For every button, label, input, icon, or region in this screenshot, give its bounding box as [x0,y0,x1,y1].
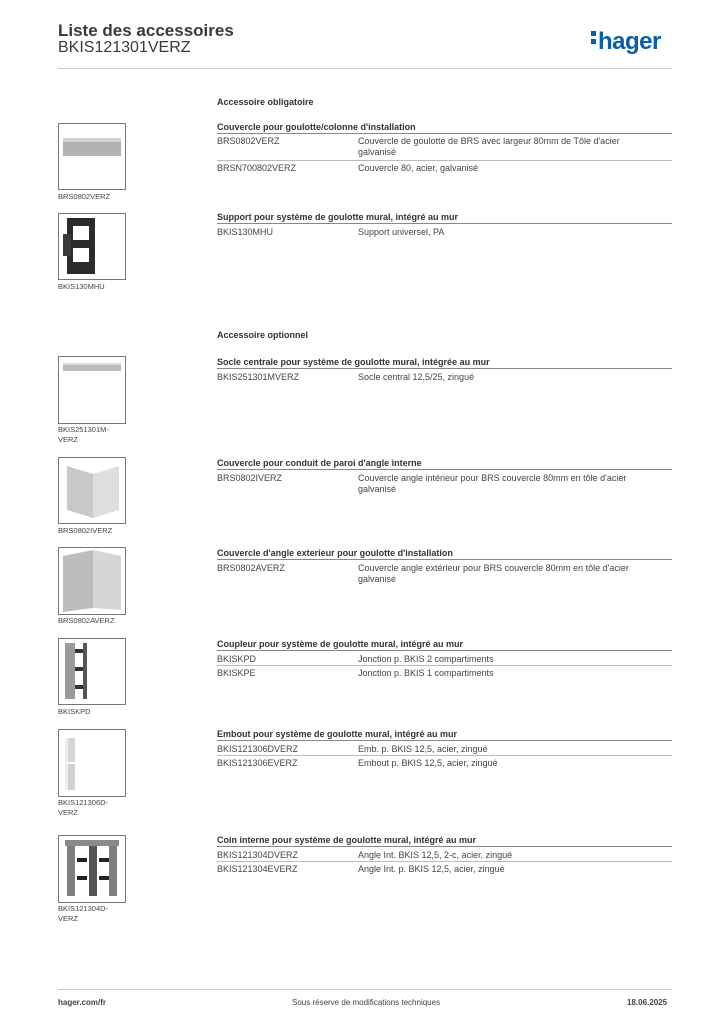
image-caption: BKISKPD [58,707,91,716]
article-description: Support universel, PA [358,227,445,237]
article-code: BRS0802VERZ [217,136,280,146]
footer-note: Sous réserve de modifications techniques [292,998,441,1007]
table-row [217,850,672,862]
image-caption: BKIS121306D-VERZ [58,798,109,817]
group-title: Coin interne pour système de goulotte mural, intégré au mur [217,835,672,847]
page-subtitle: BKIS121301VERZ [58,39,191,56]
group-title: Embout pour système de goulotte mural, intégré au mur [217,729,672,741]
product-image-bkiskpd [58,638,126,705]
group-title: Couvercle pour conduit de paroi d'angle interne [217,458,672,470]
article-code: BKISKPE [217,668,256,678]
group-title: Couvercle d'angle exterieur pour goulotte d'installation [217,548,672,560]
article-description: Jonction p. BKIS 1 compartiments [358,668,494,678]
table-row [217,372,672,384]
hager-logo[interactable] [591,28,661,56]
group-title: Coupleur pour système de goulotte mural, intégré au mur [217,639,672,651]
article-code: BRSN700802VERZ [217,163,297,173]
product-image-brs0802averz [58,547,126,615]
article-code: BKIS130MHU [217,227,274,237]
table-row [217,563,672,587]
table-row [217,227,672,239]
group-title: Socle centrale pour système de goulotte mural, intégrée au mur [217,357,672,369]
section-optional: Accessoire optionnel [217,330,309,340]
table-row [217,654,672,666]
image-caption: BRS0802IVERZ [58,526,113,535]
article-description: Couvercle angle intérieur pour BRS couvercle 80mm en tôle d'acier galvanisé [358,473,627,494]
product-image-bkis121304dverz [58,835,126,903]
article-description: Jonction p. BKIS 2 compartiments [358,654,494,664]
footer-date: 18.06.2025 [627,998,668,1007]
table-row [217,163,672,175]
article-description: Couvercle angle extérieur pour BRS couvercle 80mm en tôle d'acier galvanisé [358,563,629,584]
image-caption: BKIS251301M-VERZ [58,425,109,444]
table-row [217,668,672,680]
article-description: Couvercle de goulotte de BRS avec largeur 80mm de Tôle d'acier galvanisé [358,136,620,157]
image-caption: BKIS121304D-VERZ [58,904,109,923]
group-title: Couvercle pour goulotte/colonne d'installation [217,122,672,134]
logo-text: hager [598,28,661,55]
article-code: BKIS251301MVERZ [217,372,300,382]
table-row [217,744,672,756]
product-image-brs0802iverz [58,457,126,524]
article-code: BRS0802IVERZ [217,473,283,483]
article-description: Angle Int. p. BKIS 12,5, acier, zingué [358,864,505,874]
product-image-bkis121306dverz [58,729,126,797]
table-row [217,473,672,497]
article-code: BRS0802AVERZ [217,563,285,573]
article-code: BKIS121306EVERZ [217,758,298,768]
image-caption: BRS0802VERZ [58,192,111,201]
table-row [217,758,672,770]
article-description: Socle central 12,5/25, zingué [358,372,475,382]
product-image-brs0802verz [58,123,126,190]
table-row [217,864,672,876]
image-caption: BKIS130MHU [58,282,105,291]
article-code: BKIS121306DVERZ [217,744,299,754]
logo-dots-icon [591,28,596,47]
group-title: Support pour système de goulotte mural, intégré au mur [217,212,672,224]
article-description: Embout p. BKIS 12,5, acier, zingué [358,758,498,768]
product-image-bkis130mhu [58,213,126,280]
header-divider [58,68,672,69]
page-title: Liste des accessoires [58,21,234,40]
footer-website[interactable]: hager.com/fr [58,998,107,1007]
product-image-bkis251301mverz [58,356,126,424]
image-caption: BRS0802AVERZ [58,616,115,625]
section-mandatory: Accessoire obligatoire [217,97,314,107]
article-description: Couvercle 80, acier, galvanisé [358,163,479,173]
article-code: BKIS121304DVERZ [217,850,299,860]
article-code: BKIS121304EVERZ [217,864,298,874]
article-description: Angle Int. BKIS 12,5, 2-c, acier, zingué [358,850,513,860]
article-description: Emb. p. BKIS 12,5, acier, zingué [358,744,488,754]
footer-divider [58,989,672,990]
table-row [217,136,672,161]
article-code: BKISKPD [217,654,257,664]
